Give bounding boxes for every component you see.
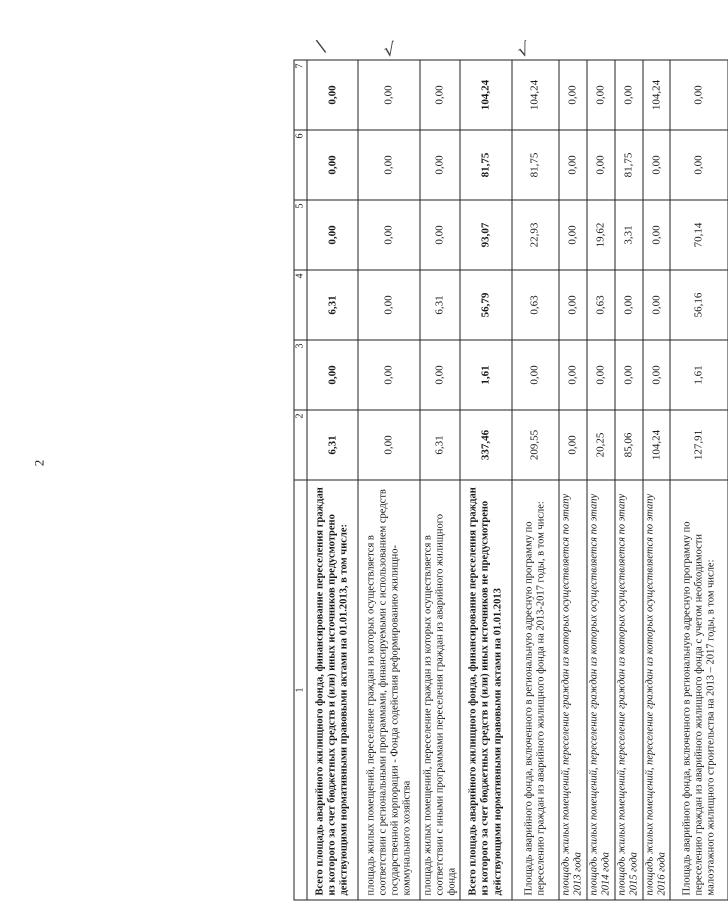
row-label: площадь жилых помещений, переселение граждан из которых осуществляется в соответствии с региональными программами, финансируемыми с использованием средств государственной корпорации - Фонда содействия реформированию жилищно-коммунального хозяйства xyxy=(358,480,420,900)
cell-value: 6,31 xyxy=(307,270,358,340)
cell-value: 0,63 xyxy=(511,270,558,340)
cell-value: 0,00 xyxy=(307,60,358,130)
cell-value: 1,61 xyxy=(460,340,511,410)
row-label: Всего площадь аварийного жилищного фонда, финансирование переселения граждан из которого за счет бюджетных средств и (или) иных источников не предусмотрено действующими нормативными правовыми актами на 01.01.2013 xyxy=(460,480,511,900)
column-header: 1 xyxy=(294,480,307,900)
cell-value: 0,00 xyxy=(642,270,670,340)
cell-value: 0,00 xyxy=(420,60,460,130)
cell-value: 85,06 xyxy=(614,410,642,480)
cell-value: 3,31 xyxy=(614,200,642,270)
table-row xyxy=(358,60,420,900)
cell-value: 6,31 xyxy=(420,270,460,340)
cell-value: 19,62 xyxy=(586,200,614,270)
cell-value: 0,00 xyxy=(670,60,728,130)
row-label: площадь жилых помещений, переселение граждан из которых осуществляется по этапу 2016 года xyxy=(642,480,670,900)
cell-value: 6,31 xyxy=(420,410,460,480)
check-mark: √ xyxy=(382,39,398,62)
table-row xyxy=(420,60,460,900)
cell-value: 0,00 xyxy=(586,60,614,130)
cell-value: 104,24 xyxy=(511,60,558,130)
column-header: 4 xyxy=(294,270,307,340)
cell-value: 0,00 xyxy=(670,130,728,200)
cell-value: 56,16 xyxy=(670,270,728,340)
cell-value: 0,00 xyxy=(558,60,586,130)
cell-value: 0,00 xyxy=(642,200,670,270)
cell-value: 56,79 xyxy=(460,270,511,340)
cell-value: 70,14 xyxy=(670,200,728,270)
cell-value: 81,75 xyxy=(614,130,642,200)
cell-value: 0,00 xyxy=(614,340,642,410)
column-header: 7 xyxy=(294,60,307,130)
check-mark: \ xyxy=(314,35,328,58)
cell-value: 0,00 xyxy=(586,130,614,200)
cell-value: 0,00 xyxy=(420,130,460,200)
data-table xyxy=(293,59,728,900)
cell-value: 0,00 xyxy=(558,410,586,480)
rotated-table-wrapper xyxy=(293,60,728,900)
row-label: площадь жилых помещений, переселение граждан из которых осуществляется по этапу 2014 года xyxy=(586,480,614,900)
row-label: площадь жилых помещений, переселение граждан из которых осуществляется по этапу 2015 года xyxy=(614,480,642,900)
cell-value: 0,00 xyxy=(558,130,586,200)
cell-value: 0,00 xyxy=(307,200,358,270)
row-label: Всего площадь аварийного жилищного фонда, финансирование переселения граждан из которого за счет бюджетных средств и (или) иных источников предусмотрено действующими нормативными правовыми актами на 01.01.2013, в том числе: xyxy=(307,480,358,900)
table-header-row xyxy=(294,60,307,900)
cell-value: 22,93 xyxy=(511,200,558,270)
cell-value: 104,24 xyxy=(642,410,670,480)
cell-value: 0,00 xyxy=(511,340,558,410)
cell-value: 20,25 xyxy=(586,410,614,480)
cell-value: 0,00 xyxy=(420,340,460,410)
table-row xyxy=(586,60,614,900)
cell-value: 0,00 xyxy=(358,200,420,270)
cell-value: 127,91 xyxy=(670,410,728,480)
cell-value: 209,55 xyxy=(511,410,558,480)
cell-value: 0,00 xyxy=(358,270,420,340)
cell-value: 81,75 xyxy=(511,130,558,200)
check-mark: √ xyxy=(514,38,533,63)
cell-value: 104,24 xyxy=(460,60,511,130)
cell-value: 0,00 xyxy=(358,130,420,200)
column-header: 3 xyxy=(294,340,307,410)
column-header: 6 xyxy=(294,130,307,200)
table-row xyxy=(511,60,558,900)
column-header: 5 xyxy=(294,200,307,270)
page-number: 2 xyxy=(31,459,47,467)
cell-value: 6,31 xyxy=(307,410,358,480)
cell-value: 81,75 xyxy=(460,130,511,200)
table-row xyxy=(614,60,642,900)
cell-value: 0,00 xyxy=(307,340,358,410)
column-header: 2 xyxy=(294,410,307,480)
table-row xyxy=(642,60,670,900)
cell-value: 104,24 xyxy=(642,60,670,130)
cell-value: 93,07 xyxy=(460,200,511,270)
table-row xyxy=(558,60,586,900)
cell-value: 0,00 xyxy=(614,270,642,340)
table-row xyxy=(670,60,728,900)
cell-value: 1,61 xyxy=(670,340,728,410)
row-label: Площадь аварийного фонда, включенного в региональную адресную программу по переселению граждан из аварийного жилищного фонда с учетом необходимости малоэтажного жилищного строительства на 2013 – 2017 годы, в том числе: xyxy=(670,480,728,900)
table-row xyxy=(307,60,358,900)
cell-value: 0,00 xyxy=(358,60,420,130)
cell-value: 0,00 xyxy=(586,340,614,410)
cell-value: 0,00 xyxy=(558,200,586,270)
table-row xyxy=(460,60,511,900)
cell-value: 0,00 xyxy=(420,200,460,270)
row-label: Площадь аварийного фонда, включенного в региональную адресную программу по переселению граждан из аварийного жилищного фонда на 2013-2017 годы, в том числе: xyxy=(511,480,558,900)
cell-value: 0,00 xyxy=(614,60,642,130)
cell-value: 0,00 xyxy=(358,340,420,410)
cell-value: 0,00 xyxy=(307,130,358,200)
cell-value: 0,00 xyxy=(558,340,586,410)
cell-value: 337,46 xyxy=(460,410,511,480)
row-label: площадь жилых помещений, переселение граждан из которых осуществляется по этапу 2013 года xyxy=(558,480,586,900)
row-label: площадь жилых помещений, переселение граждан из которых осуществляется в соответствии с иными программами переселения граждан из аварийного жилищного фонда xyxy=(420,480,460,900)
cell-value: 0,00 xyxy=(558,270,586,340)
cell-value: 0,00 xyxy=(642,340,670,410)
cell-value: 0,63 xyxy=(586,270,614,340)
cell-value: 0,00 xyxy=(358,410,420,480)
cell-value: 0,00 xyxy=(642,130,670,200)
